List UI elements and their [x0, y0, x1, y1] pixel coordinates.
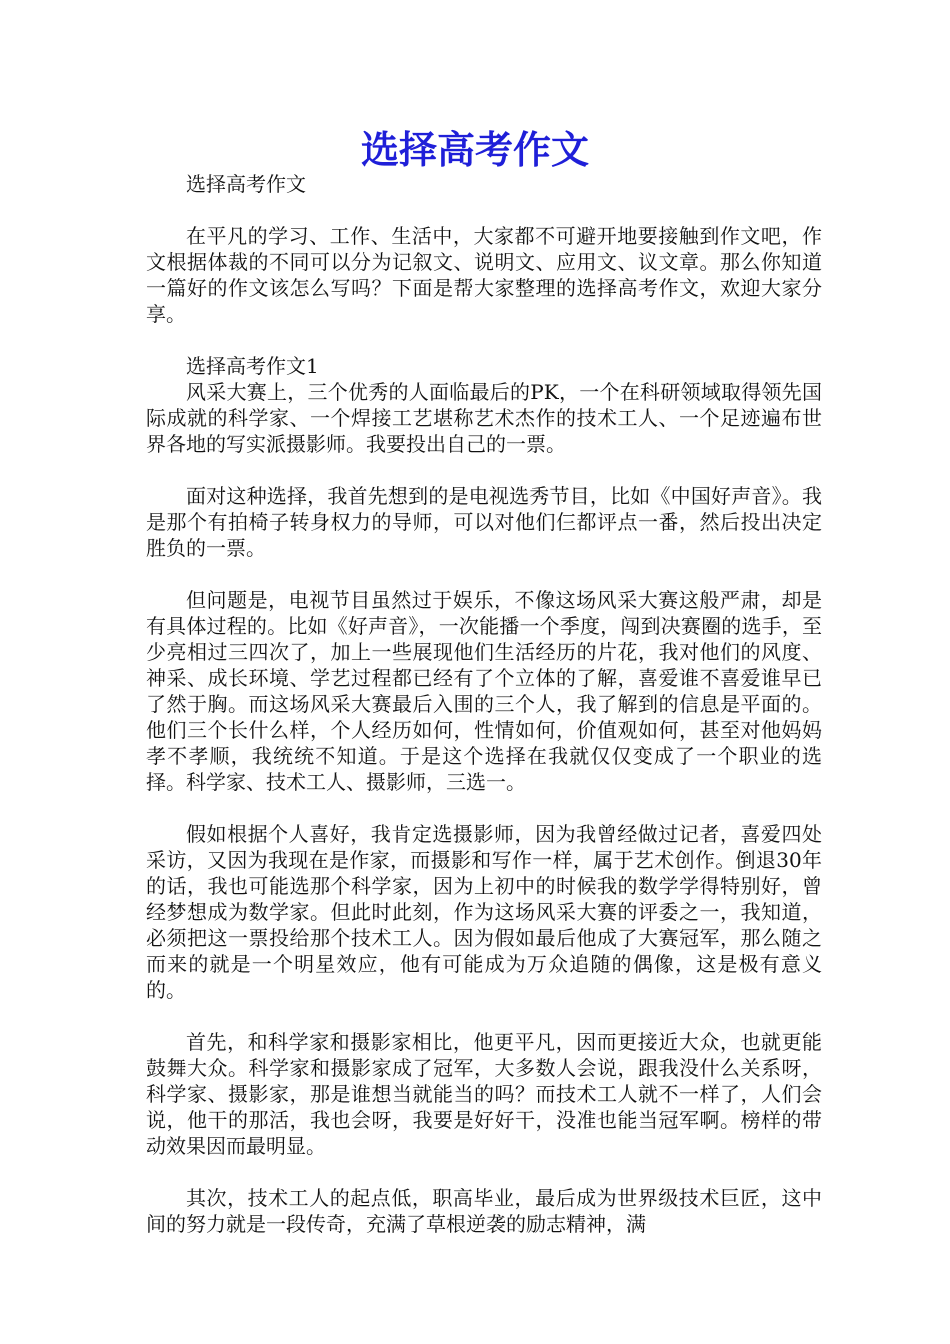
paragraph-intro: 在平凡的学习、工作、生活中，大家都不可避开地要接触到作文吧，作文根据体裁的不同可以分为记叙文、说明文、应用文、议文章。那么你知道一篇好的作文该怎么写吗？下面是帮大家整理的选择高考作文，欢迎大家分享。: [146, 224, 822, 326]
paragraph-subtitle: 选择高考作文: [186, 172, 306, 196]
paragraph: 其次，技术工人的起点低，职高毕业，最后成为世界级技术巨匠，这中间的努力就是一段传奇，充满了草根逆袭的励志精神，满: [146, 1186, 822, 1236]
paragraph: 假如根据个人喜好，我肯定选摄影师，因为我曾经做过记者，喜爱四处采访，又因为我现在是作家，而摄影和写作一样，属于艺术创作。倒退30年的话，我也可能选那个科学家，因为上初中的时候我的数学学得特别好，曾经梦想成为数学家。但此时此刻，作为这场风采大赛的评委之一，我知道，必须把这一票投给那个技术工人。因为假如最后他成了大赛冠军，那么随之而来的就是一个明星效应，他有可能成为万众追随的偶像，这是极有意义的。: [146, 822, 822, 1002]
paragraph: 风采大赛上，三个优秀的人面临最后的PK，一个在科研领域取得领先国际成就的科学家、一个焊接工艺堪称艺术杰作的技术工人、一个足迹遍布世界各地的写实派摄影师。我要投出自己的一票。: [146, 380, 822, 456]
paragraph: 面对这种选择，我首先想到的是电视选秀节目，比如《中国好声音》。我是那个有拍椅子转身权力的导师，可以对他们仨都评点一番，然后投出决定胜负的一票。: [146, 484, 822, 560]
document-body: [146, 171, 822, 1237]
section-heading: 选择高考作文1: [186, 354, 319, 378]
paragraph: 首先，和科学家和摄影家相比，他更平凡，因而更接近大众，也就更能鼓舞大众。科学家和摄影家成了冠军，大多数人会说，跟我没什么关系呀，科学家、摄影家，那是谁想当就能当的吗？而技术工人就不一样了，人们会说，他干的那活，我也会呀，我要是好好干，没准也能当冠军啊。榜样的带动效果因而最明显。: [146, 1030, 822, 1158]
document-title: 选择高考作文: [360, 127, 589, 172]
paragraph: 但问题是，电视节目虽然过于娱乐，不像这场风采大赛这般严肃，却是有具体过程的。比如《好声音》，一次能播一个季度，闯到决赛圈的选手，至少亮相过三四次了，加上一些展现他们生活经历的片花，我对他们的风度、神采、成长环境、学艺过程都已经有了个立体的了解，喜爱谁不喜爱谁早已了然于胸。而这场风采大赛最后入围的三个人，我了解到的信息是平面的。他们三个长什么样，个人经历如何，性情如何，价值观如何，甚至对他妈妈孝不孝顺，我统统不知道。于是这个选择在我就仅仅变成了一个职业的选择。科学家、技术工人、摄影师，三选一。: [146, 588, 822, 794]
